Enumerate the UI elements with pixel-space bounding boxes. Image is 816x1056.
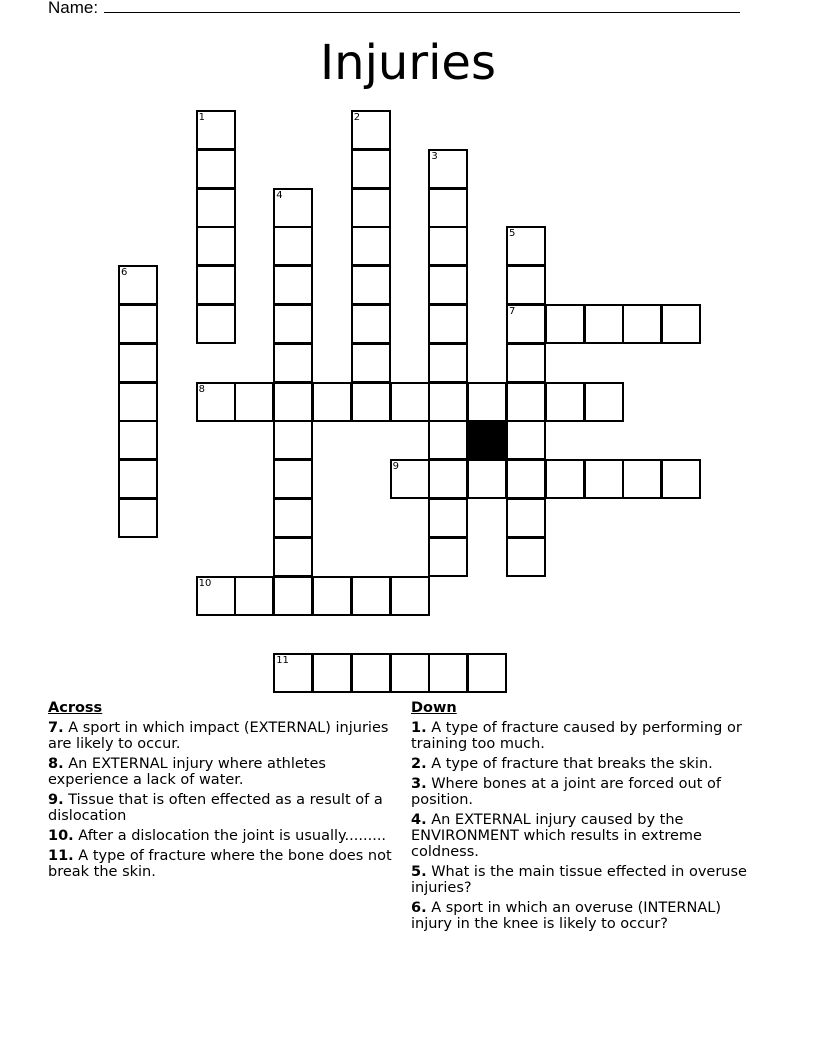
clue-number: 3. — [411, 776, 427, 792]
answer-cell[interactable] — [273, 304, 313, 344]
clue-number: 9. — [48, 792, 64, 808]
down-clue — [411, 720, 761, 752]
answer-cell[interactable] — [428, 188, 468, 228]
answer-cell[interactable] — [545, 304, 585, 344]
answer-cell[interactable] — [273, 382, 313, 422]
answer-cell[interactable] — [428, 498, 468, 538]
clue-number-10: 10 — [198, 577, 212, 589]
answer-cell[interactable] — [234, 576, 274, 616]
across-clue — [48, 720, 393, 752]
clue-number-1: 1 — [198, 112, 205, 123]
answer-cell[interactable] — [312, 382, 352, 422]
answer-cell[interactable] — [273, 459, 313, 499]
answer-cell[interactable] — [273, 420, 313, 460]
clue-text: An EXTERNAL injury caused by the ENVIRONMENT which results in extreme coldness. — [411, 812, 702, 860]
answer-cell[interactable] — [428, 459, 468, 499]
clue-number: 6. — [411, 900, 427, 916]
answer-cell[interactable] — [428, 420, 468, 460]
answer-cell[interactable] — [118, 459, 158, 499]
answer-cell[interactable] — [428, 304, 468, 344]
answer-cell[interactable] — [661, 459, 701, 499]
answer-cell[interactable] — [584, 382, 624, 422]
answer-cell[interactable] — [118, 304, 158, 344]
answer-cell[interactable] — [467, 653, 507, 693]
clue-number-5: 5 — [509, 228, 516, 240]
answer-cell[interactable] — [273, 226, 313, 266]
down-heading: Down — [411, 700, 457, 716]
answer-cell[interactable] — [351, 265, 391, 305]
answer-cell[interactable] — [428, 226, 468, 266]
answer-cell[interactable] — [118, 498, 158, 538]
clue-text: Tissue that is often effected as a result of a dislocation — [48, 792, 383, 824]
answer-cell[interactable] — [351, 576, 391, 616]
answer-cell[interactable] — [428, 653, 468, 693]
answer-cell[interactable] — [661, 304, 701, 344]
answer-cell[interactable] — [584, 304, 624, 344]
down-clue — [411, 756, 761, 772]
answer-cell[interactable] — [506, 343, 546, 383]
answer-cell[interactable] — [351, 226, 391, 266]
clue-text: A type of fracture where the bone does not break the skin. — [48, 848, 392, 880]
clue-number-9: 9 — [392, 461, 399, 473]
clue-text: After a dislocation the joint is usually......... — [73, 828, 387, 844]
down-clue — [411, 812, 761, 860]
clue-text: A type of fracture that breaks the skin. — [426, 756, 713, 772]
answer-cell[interactable] — [428, 265, 468, 305]
across-heading: Across — [48, 700, 103, 716]
answer-cell[interactable] — [196, 149, 236, 189]
clue-number-2: 2 — [353, 112, 361, 123]
clue-number: 1. — [411, 720, 427, 736]
answer-cell[interactable] — [428, 382, 468, 422]
answer-cell[interactable] — [273, 537, 313, 577]
clue-number-6: 6 — [121, 267, 128, 279]
answer-cell[interactable] — [506, 498, 546, 538]
answer-cell[interactable] — [390, 382, 430, 422]
clue-number: 10. — [48, 828, 74, 844]
across-clue — [48, 756, 393, 788]
answer-cell[interactable] — [428, 343, 468, 383]
answer-cell[interactable] — [351, 149, 391, 189]
answer-cell[interactable] — [545, 459, 585, 499]
clue-number-11: 11 — [276, 655, 289, 667]
answer-cell[interactable] — [312, 653, 352, 693]
answer-cell[interactable] — [506, 537, 546, 577]
answer-cell[interactable] — [622, 304, 662, 344]
clue-number-8: 8 — [198, 383, 205, 395]
across-clue — [48, 792, 393, 824]
answer-cell[interactable] — [390, 576, 430, 616]
answer-cell[interactable] — [196, 265, 236, 305]
answer-cell[interactable] — [196, 226, 236, 266]
answer-cell[interactable] — [506, 459, 546, 499]
answer-cell[interactable] — [622, 459, 662, 499]
clue-text: An EXTERNAL injury where athletes experience a lack of water. — [48, 756, 326, 788]
answer-cell[interactable] — [118, 382, 158, 422]
down-clue — [411, 776, 761, 808]
down-clue — [411, 864, 761, 896]
name-label: Name: — [48, 0, 99, 17]
answer-cell[interactable] — [467, 382, 507, 422]
clue-text: A type of fracture caused by performing or training too much. — [411, 720, 742, 752]
answer-cell[interactable] — [428, 537, 468, 577]
answer-cell[interactable] — [506, 265, 546, 305]
answer-cell[interactable] — [196, 188, 236, 228]
answer-cell[interactable] — [312, 576, 352, 616]
answer-cell[interactable] — [196, 304, 236, 344]
across-clue — [48, 848, 393, 880]
answer-cell[interactable] — [351, 382, 391, 422]
answer-cell[interactable] — [234, 382, 274, 422]
clue-number: 11. — [48, 848, 74, 864]
answer-cell[interactable] — [273, 498, 313, 538]
clue-number: 4. — [411, 812, 427, 828]
across-clue-list — [48, 720, 393, 880]
answer-cell[interactable] — [545, 382, 585, 422]
clue-number-3: 3 — [431, 150, 438, 162]
black-cell — [467, 420, 507, 460]
answer-cell[interactable] — [390, 653, 430, 693]
answer-cell[interactable] — [273, 265, 313, 305]
answer-cell[interactable] — [584, 459, 624, 499]
clue-text: A sport in which an overuse (INTERNAL) injury in the knee is likely to occur? — [411, 900, 721, 932]
clue-text: Where bones at a joint are forced out of position. — [411, 776, 721, 808]
clue-number: 5. — [411, 864, 427, 880]
clue-text: What is the main tissue effected in overuse injuries? — [411, 864, 747, 896]
page-title: Injuries — [320, 35, 496, 91]
answer-cell[interactable] — [351, 304, 391, 344]
answer-cell[interactable] — [351, 653, 391, 693]
answer-cell[interactable] — [118, 343, 158, 383]
across-clues — [48, 700, 393, 884]
answer-cell[interactable] — [506, 382, 546, 422]
answer-cell[interactable] — [118, 420, 158, 460]
down-clues — [411, 700, 761, 936]
clue-number: 2. — [411, 756, 427, 772]
clue-text: A sport in which impact (EXTERNAL) injuries are likely to occur. — [48, 720, 389, 752]
across-clue — [48, 828, 393, 844]
answer-cell[interactable] — [273, 343, 313, 383]
down-clue — [411, 900, 761, 932]
clue-number: 7. — [48, 720, 64, 736]
clue-number: 8. — [48, 756, 64, 772]
clue-number-4: 4 — [276, 189, 283, 201]
answer-cell[interactable] — [351, 188, 391, 228]
clue-number-7: 7 — [509, 306, 516, 317]
answer-cell[interactable] — [506, 420, 546, 460]
down-clue-list — [411, 720, 761, 932]
answer-cell[interactable] — [351, 343, 391, 383]
answer-cell[interactable] — [273, 576, 313, 616]
answer-cell[interactable] — [467, 459, 507, 499]
